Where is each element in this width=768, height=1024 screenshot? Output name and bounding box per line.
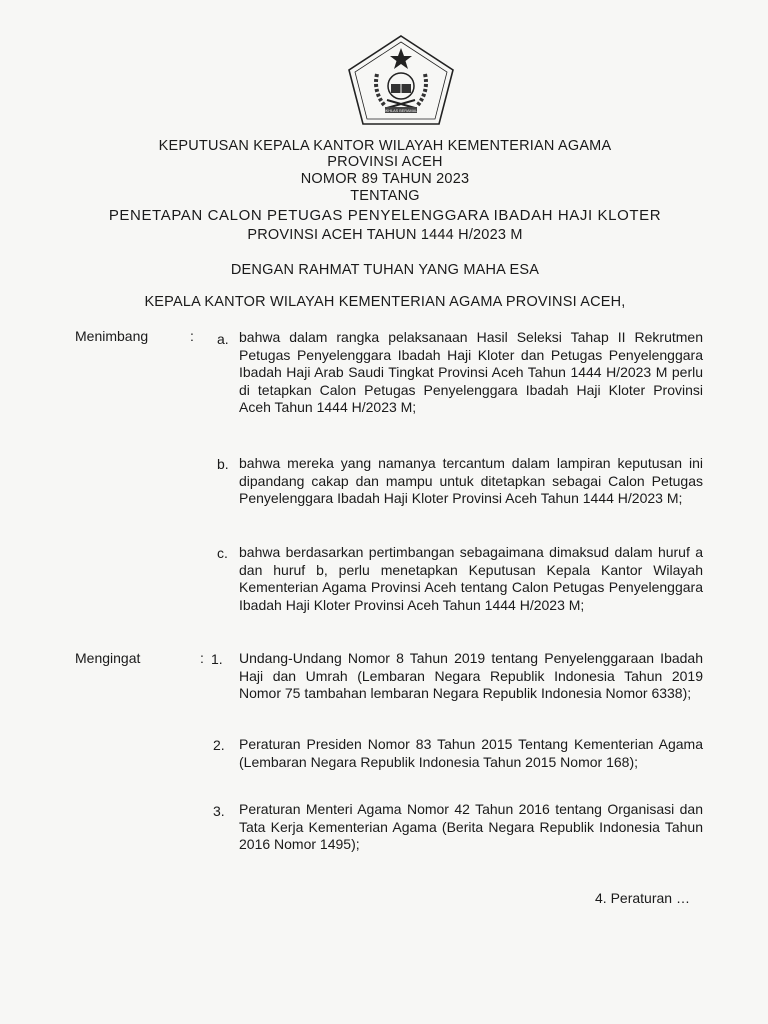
mengingat-colon: : — [200, 650, 204, 666]
issuer: KEPALA KANTOR WILAYAH KEMENTERIAN AGAMA PROVINSI ACEH, — [144, 294, 626, 310]
invocation: DENGAN RAHMAT TUHAN YANG MAHA ESA — [230, 262, 540, 278]
menimbang-marker-c: c. — [217, 545, 228, 561]
decree-title-line-1: KEPUTUSAN KEPALA KANTOR WILAYAH KEMENTERIAN AGAMA — [158, 138, 612, 154]
mengingat-item-3: Peraturan Menteri Agama Nomor 42 Tahun 2016 tentang Organisasi dan Tata Kerja Kementerian Agama (Berita Negara Republik Indonesia Tahun 2016 Nomor 1495); — [239, 801, 703, 853]
decree-title-line-2: PROVINSI ACEH — [327, 154, 443, 170]
menimbang-item-b: bahwa mereka yang namanya tercantum dalam lampiran keputusan ini dipandang cakap dan mampu untuk ditetapkan sebagai Calon Petugas Penyelenggara Ibadah Haji Kloter Provinsi Aceh Tahun 1444 H/2023 M; — [239, 455, 703, 507]
mengingat-item-2: Peraturan Presiden Nomor 83 Tahun 2015 Tentang Kementerian Agama (Lembaran Negara Republik Indonesia Tahun 2015 Nomor 168); — [239, 736, 703, 770]
page-continuation: 4. Peraturan … — [595, 890, 690, 906]
menimbang-item-c: bahwa berdasarkan pertimbangan sebagaimana dimaksud dalam huruf a dan huruf b, perlu menetapkan Keputusan Kepala Kantor Wilayah Kementerian Agama Provinsi Aceh tentang Calon Petugas Penyelenggara Ibadah Haji Kloter Provinsi Aceh Tahun 1444 H/2023 M; — [239, 544, 703, 613]
menimbang-marker-b: b. — [217, 456, 229, 472]
mengingat-label: Mengingat — [75, 650, 141, 666]
menimbang-item-a: bahwa dalam rangka pelaksanaan Hasil Seleksi Tahap II Rekrutmen Petugas Penyelenggara Ibadah Haji Kloter dan Petugas Penyelenggara Ibadah Haji Arab Saudi Tingkat Provinsi Aceh Tahun 1444 H/2023 M perlu di tetapkan Calon Petugas Penyelenggara Ibadah Haji Kloter Provinsi Aceh Tahun 1444 H/2023 M; — [239, 329, 703, 416]
menimbang-marker-a: a. — [217, 331, 229, 347]
decree-subject-line-2: PROVINSI ACEH TAHUN 1444 H/2023 M — [247, 227, 523, 243]
menimbang-colon: : — [190, 328, 194, 344]
decree-subject-line-1: PENETAPAN CALON PETUGAS PENYELENGGARA IBADAH HAJI KLOTER — [108, 207, 662, 224]
emblem-motto: IKHLAS BERAMAL — [384, 108, 418, 113]
mengingat-marker-3: 3. — [213, 803, 225, 819]
mengingat-marker-1: 1. — [211, 651, 223, 667]
mengingat-marker-2: 2. — [213, 737, 225, 753]
mengingat-item-1: Undang-Undang Nomor 8 Tahun 2019 tentang Penyelenggaraan Ibadah Haji dan Umrah (Lembaran Negara Republik Indonesia Tahun 2019 Nomor 75 tambahan lembaran Negara Republik Indonesia Nomor 6338); — [239, 650, 703, 702]
menimbang-label: Menimbang — [75, 328, 149, 344]
decree-number: NOMOR 89 TAHUN 2023 — [300, 171, 470, 187]
decree-tentang: TENTANG — [350, 188, 420, 204]
kementerian-agama-emblem — [347, 34, 455, 126]
